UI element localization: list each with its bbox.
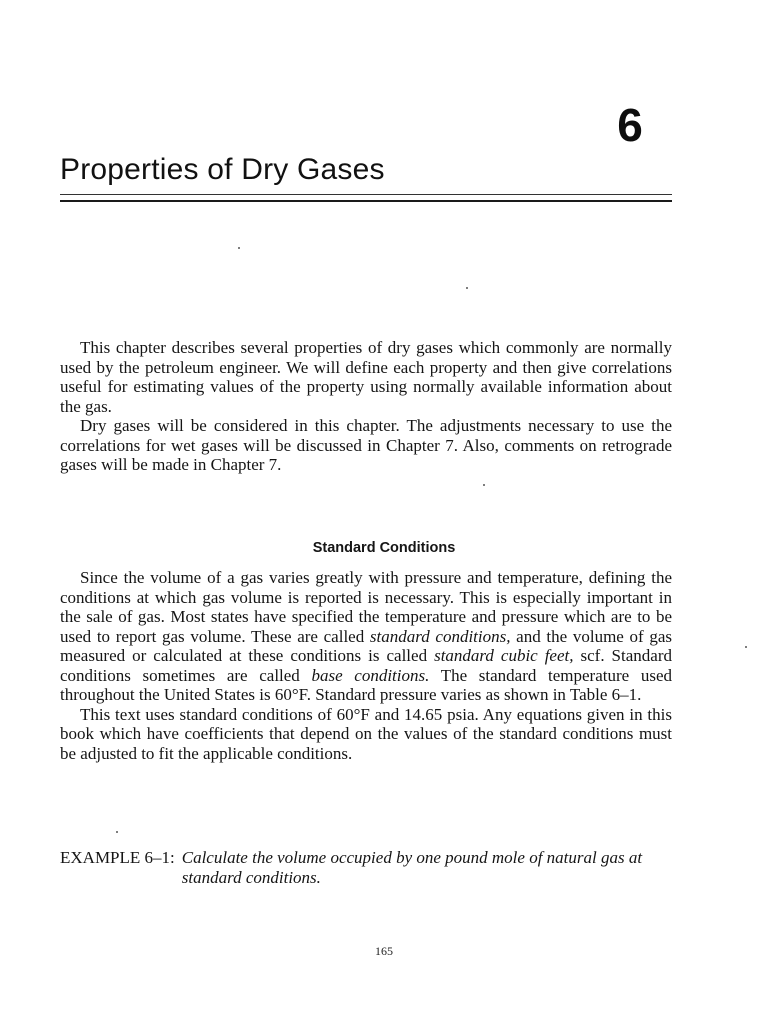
intro-paragraph-1: This chapter describes several properties of dry gases which commonly are normally used by the petroleum engineer. We will define each property and then give correlations useful for estimating values of the property using normally available information about the gas. (60, 338, 672, 416)
chapter-title: Properties of Dry Gases (60, 153, 385, 186)
section-paragraph-1-text-d: The standard temperature used throughout the United States is 60°F. Standard pressure varies as shown in Table 6–1. (60, 665, 672, 704)
section-paragraph-1 (60, 568, 672, 705)
intro-paragraph-2: Dry gases will be considered in this chapter. The adjustments necessary to use the correlations for wet gases will be discussed in Chapter 7. Also, comments on retrograde gases will be made in Chapter 7. (60, 416, 672, 474)
scan-speck (745, 646, 747, 648)
title-rule-thin-line (60, 194, 672, 195)
scan-speck (116, 831, 118, 833)
intro-text (60, 338, 672, 475)
section-paragraph-2: This text uses standard conditions of 60°F and 14.65 psia. Any equations given in this book which have coefficients that depend on the values of the standard conditions must be adjusted to fit the applicable conditions. (60, 704, 672, 763)
scan-speck (483, 484, 485, 486)
title-rule-thick-line (60, 200, 672, 202)
term-base-conditions: base conditions. (311, 665, 430, 685)
section-paragraph-1-text-c: scf. Standard conditions sometimes are called (60, 646, 672, 685)
chapter-number: 6 (617, 99, 643, 151)
term-standard-cubic-feet: standard cubic feet, (434, 646, 574, 665)
title-rule (60, 194, 672, 206)
page-number: 165 (375, 944, 393, 958)
section-text (60, 568, 672, 763)
scan-speck (466, 287, 468, 289)
scan-speck (238, 247, 240, 249)
example-block (60, 848, 680, 887)
example-text: Calculate the volume occupied by one pound mole of natural gas at standard conditions. (181, 848, 643, 887)
example-label: EXAMPLE 6–1: (60, 848, 175, 867)
section-paragraph-1-text-a: Since the volume of a gas varies greatly with pressure and temperature, defining the conditions at which gas volume is reported is necessary. This is especially important in the sale of gas. Most states have specified the temperature and pressure which are to be used to report gas volume. These are called (60, 568, 672, 646)
section-heading: Standard Conditions (312, 540, 456, 556)
term-standard-conditions: standard conditions, (369, 626, 511, 646)
section-paragraph-1-text-b: and the volume of gas measured or calculated at these conditions is called (60, 626, 673, 665)
